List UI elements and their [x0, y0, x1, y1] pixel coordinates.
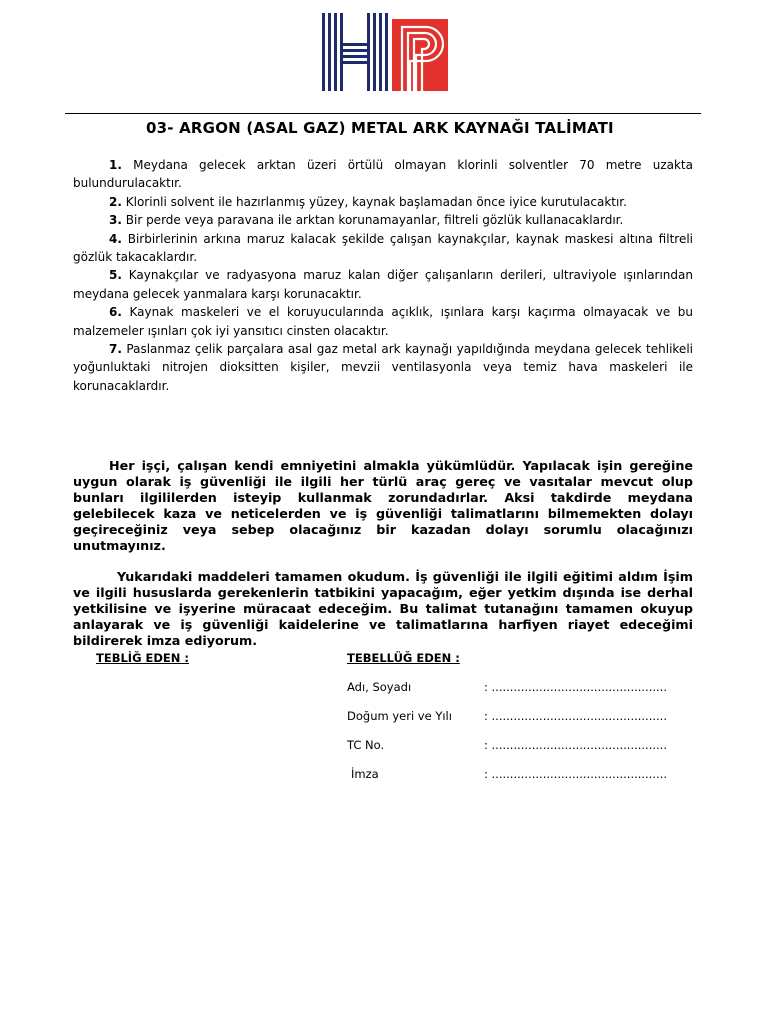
responsibility-notice [73, 458, 693, 649]
item-text: Kaynak maskeleri ve el koruyucularında açıklık, ışınlara karşı kaçırma olmayacak ve bu malzemeler ışınları çok iyi yansıtıcı cinsten olacaktır. [73, 305, 693, 338]
field-blank: : ................................................ [484, 738, 667, 752]
item-text: Birbirlerinin arkına maruz kalacak şekilde çalışan kaynakçılar, kaynak maskesi altına filtreli gözlük takacaklardır. [73, 231, 693, 265]
instruction-item [73, 230, 693, 267]
item-number: 3. [109, 213, 122, 228]
item-number: 1. [109, 158, 122, 172]
item-number: 4. [109, 231, 122, 246]
tc-number-field [347, 738, 677, 756]
field-blank: : ................................................ [484, 767, 667, 781]
item-text: Bir perde veya paravana ile arktan korunamayanlar, filtreli gözlük kullanacaklardır. [125, 213, 624, 228]
title-divider [65, 113, 701, 114]
item-text: Klorinli solvent ile hazırlanmış yüzey, kaynak başlamadan önce iyice kurutulacaktır. [125, 194, 627, 209]
recipient-label: TEBELLÜĞ EDEN : [347, 651, 460, 665]
item-text: Paslanmaz çelik parçalara asal gaz metal ark kaynağı yapıldığında meydana gelecek tehlikeli yoğunluktaki nitrojen dioksitten kişiler, mevzii ventilasyonla veya temiz hava maskeleri ile korunacaklardır. [73, 342, 693, 393]
instruction-item [73, 340, 693, 395]
instruction-item [73, 193, 693, 211]
field-blank: : ................................................ [484, 680, 667, 694]
field-label: Adı, Soyadı [347, 680, 412, 694]
item-number: 2. [109, 194, 122, 209]
hp-logo-icon [322, 13, 448, 91]
item-text: Meydana gelecek arktan üzeri örtülü olmayan klorinli solventler 70 metre uzakta bulundurulacaktır. [73, 158, 693, 191]
item-number: 6. [109, 305, 122, 320]
field-label: TC No. [347, 738, 385, 752]
signature-field [347, 767, 677, 785]
field-label: İmza [351, 767, 379, 781]
instruction-item [73, 266, 693, 303]
acknowledgement-paragraph: Yukarıdaki maddeleri tamamen okudum. İş güvenliği ile ilgili eğitimi aldım İşim ve ilgili hususlarda gerekenlerin tatbikini yapacağım, eğer yetkim dışında ise derhal yetkilisine ve işyerine müracaat edeceğim. Bu talimat tutanağını tamamen okuyup anlayarak ve iş güvenliği kaidelerine ve talimatlarına harfiyen riayet edeceğimi bildirerek imza ediyorum. [73, 569, 693, 649]
instruction-item [73, 156, 693, 193]
item-number: 7. [109, 342, 122, 357]
instruction-item [73, 303, 693, 340]
notifier-label: TEBLİĞ EDEN : [96, 651, 189, 665]
birthplace-year-field [347, 709, 677, 727]
instruction-item [73, 211, 693, 229]
field-blank: : ................................................ [484, 709, 667, 723]
name-field [347, 680, 677, 698]
item-number: 5. [109, 268, 122, 283]
field-label: Doğum yeri ve Yılı [347, 709, 452, 723]
document-title: 03- ARGON (ASAL GAZ) METAL ARK KAYNAĞI TALİMATI [146, 119, 614, 137]
instruction-list [73, 156, 693, 395]
item-text: Kaynakçılar ve radyasyona maruz kalan diğer çalışanların derileri, ultraviyole ışınlarından meydana gelecek yanmalara karşı korunacaktır. [73, 268, 693, 301]
notice-paragraph: Her işçi, çalışan kendi emniyetini almakla yükümlüdür. Yapılacak işin gereğine uygun olarak iş güvenliği ile ilgili her türlü araç gereç ve vasıtalar mevcut olup bunları ilgililerden isteyip kullanmak zorundadırlar. Aksi takdirde meydana gelebilecek kaza ve neticelerden ve iş güvenliği talimatlarını bilmemekten dolayı geçireceğiniz veya sebep olacağınız bir kazadan dolayı sorumlu olacağınızı unutmayınız. [73, 458, 693, 553]
hp-logo-graphic [322, 13, 448, 91]
